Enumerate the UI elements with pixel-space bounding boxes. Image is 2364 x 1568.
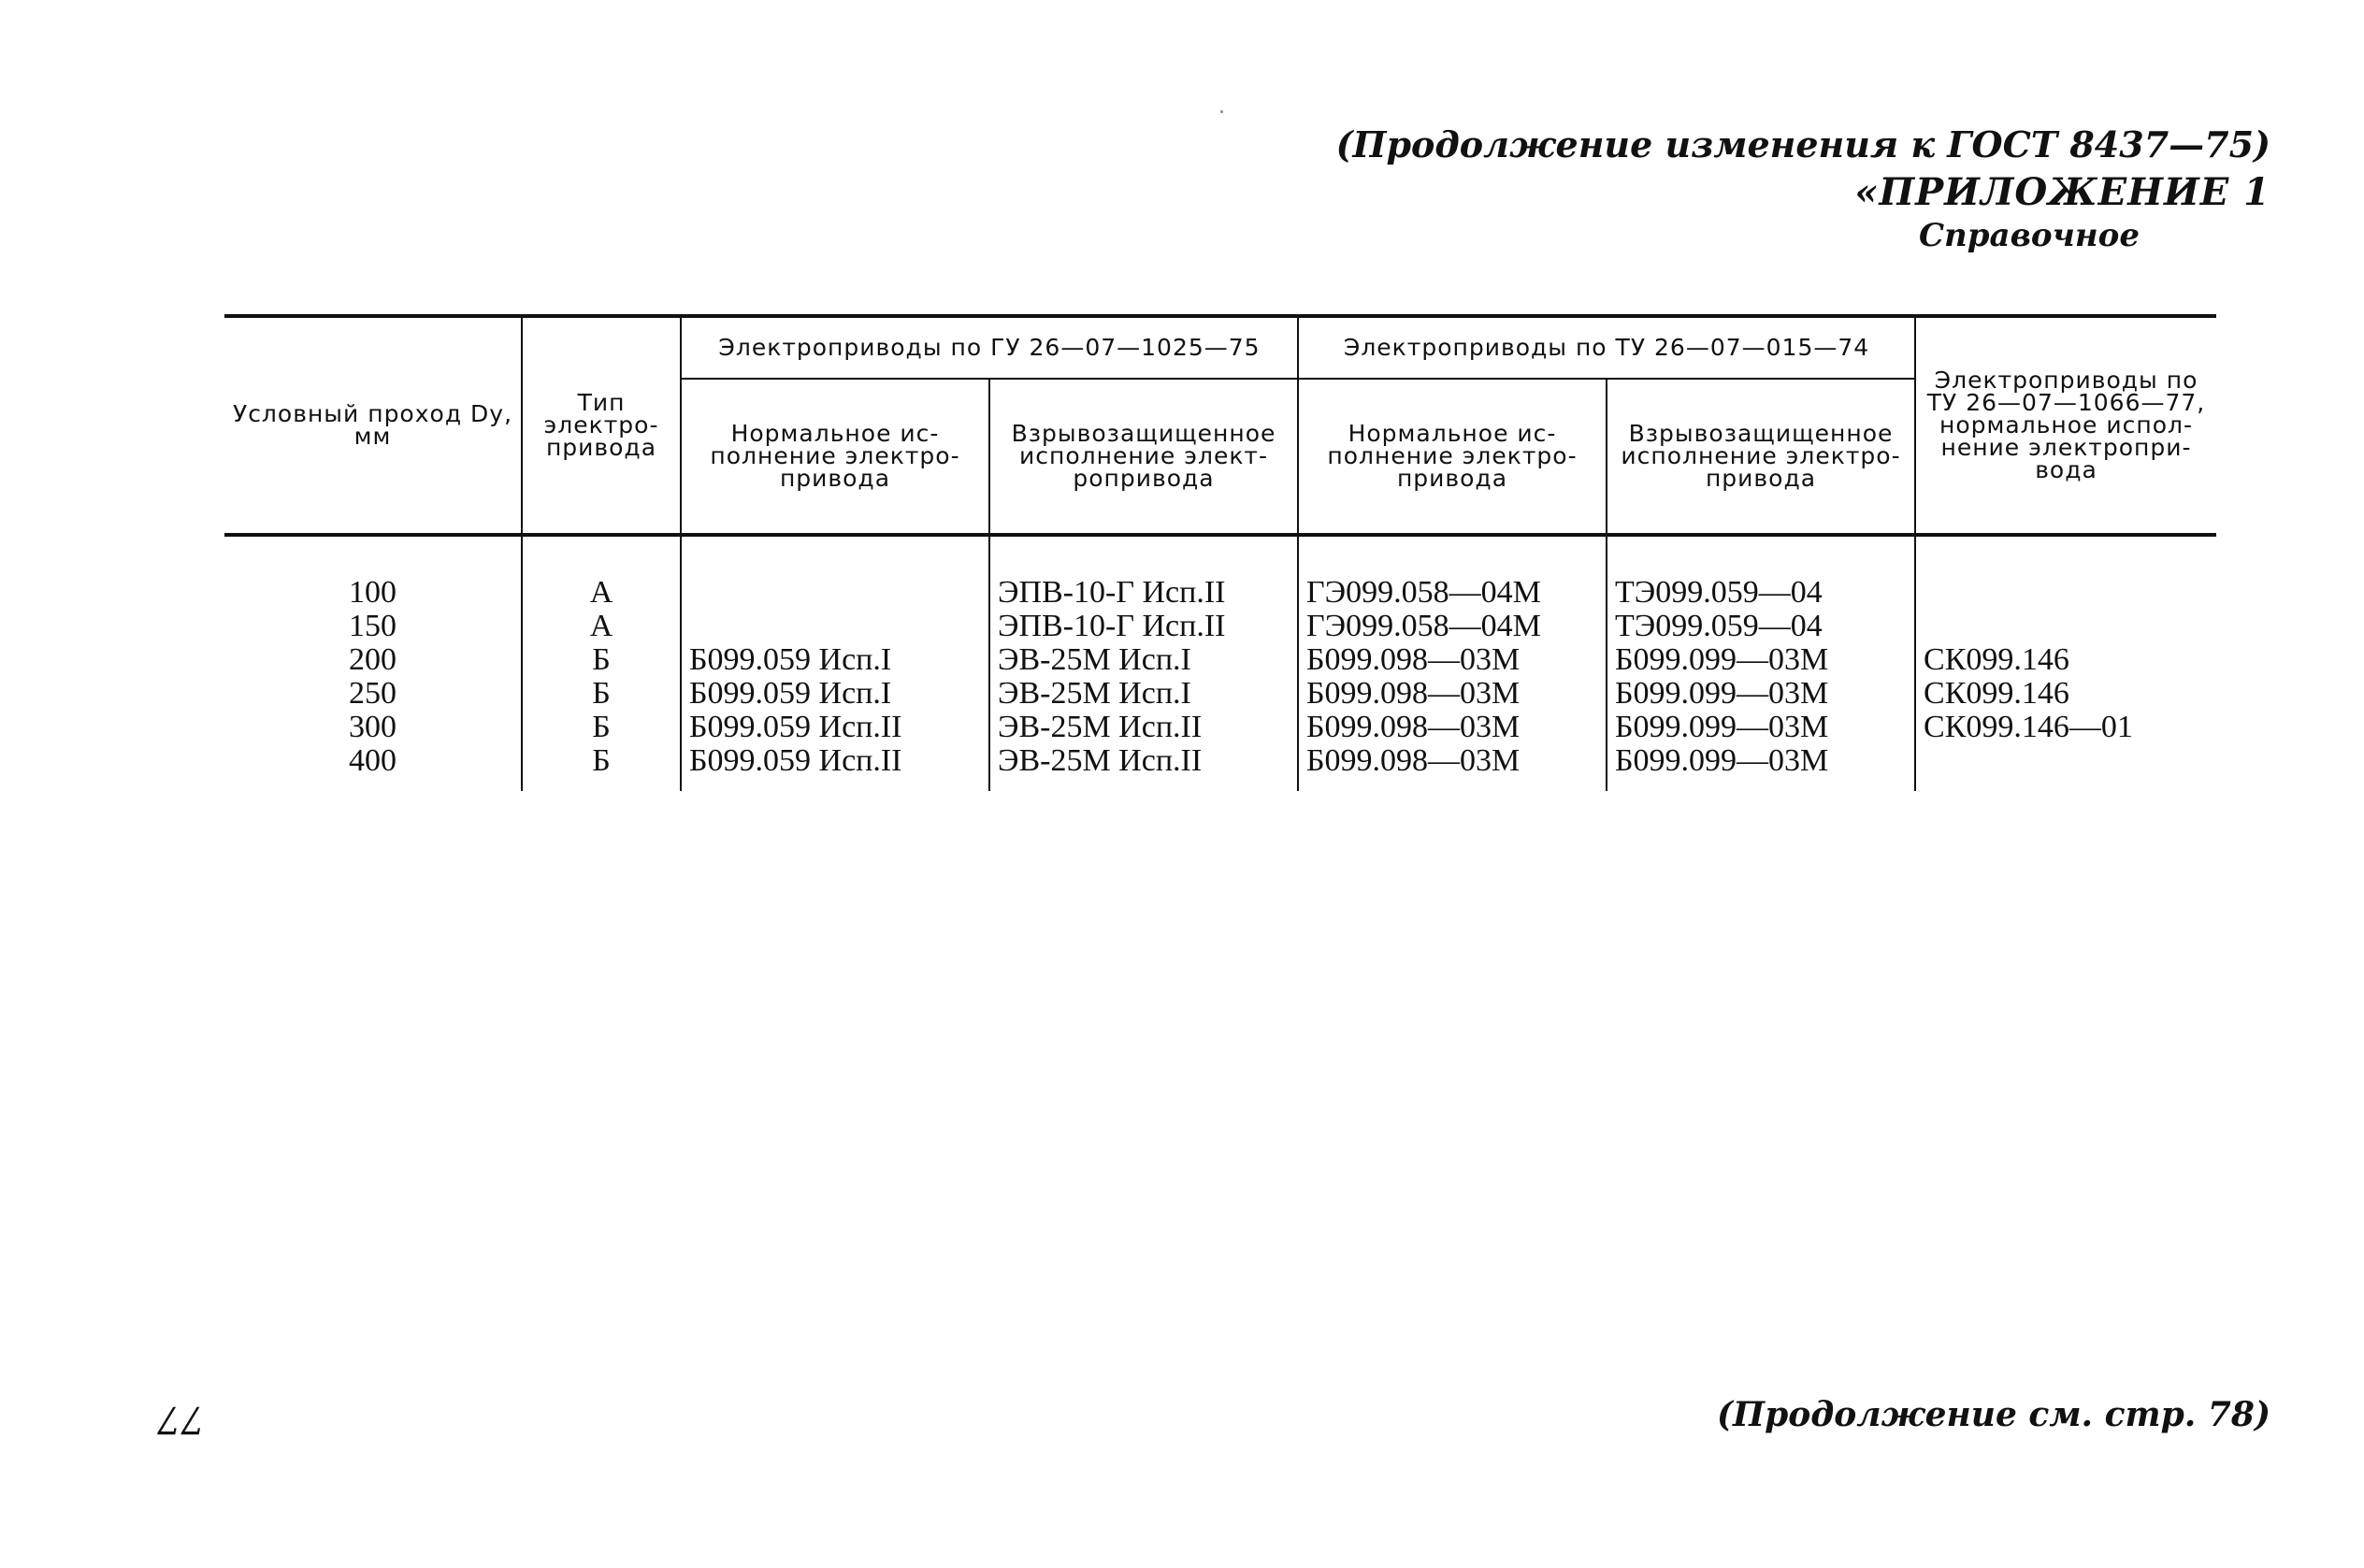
cell-explosion-1: ЭПВ-10-Г Исп.II [989,535,1298,610]
table-row [224,610,2216,643]
header-group-tu-015: Электроприводы по ТУ 26—07—015—74 [1298,316,1915,379]
drive-table [224,314,2216,791]
cell-type: Б [522,744,681,791]
cell-bore: 100 [349,575,396,610]
cell-normal-2: ГЭ099.058—04М [1298,535,1607,610]
cell-normal-3 [1915,610,2216,643]
cell-type: А [522,610,681,643]
cell-bore: 400 [349,743,396,778]
cell-explosion-2: ТЭ099.059—04 [1607,610,1915,643]
cell-explosion-2: Б099.099—03М [1607,643,1915,677]
drive-table-container [224,314,2216,791]
cell-normal-2: Б099.098—03М [1298,677,1607,711]
cell-normal-1 [681,610,989,643]
cell-explosion-1: ЭВ-25М Исп.II [989,744,1298,791]
cell-bore: 200 [349,642,396,677]
header-explosion-proof-2: Взрывозащищенное исполнение электро-привода [1607,379,1915,535]
cell-type: Б [522,677,681,711]
cell-normal-1: Б099.059 Исп.II [681,744,989,791]
header-normal-2: Нормальное ис-полнение электро-привода [1298,379,1607,535]
cell-explosion-1: ЭВ-25М Исп.I [989,677,1298,711]
table-row [224,643,2216,677]
cell-type: А [522,535,681,610]
cell-bore: 300 [349,710,396,744]
scan-speck [1220,110,1223,113]
cell-normal-1: Б099.059 Исп.I [681,643,989,677]
cell-normal-2: Б099.098—03М [1298,711,1607,744]
cell-explosion-2: Б099.099—03М [1607,711,1915,744]
table-row [224,535,2216,610]
table-header [224,316,2216,535]
appendix-subtitle: Справочное [1919,217,2140,254]
table-row [224,677,2216,711]
table-row [224,711,2216,744]
cell-explosion-1: ЭПВ-10-Г Исп.II [989,610,1298,643]
header-nominal-bore: Условный проход Dу, мм [232,400,513,450]
cell-bore: 250 [349,676,396,711]
cell-explosion-1: ЭВ-25М Исп.I [989,643,1298,677]
header-normal-1: Нормальное ис-полнение электро-привода [681,379,989,535]
appendix-title: «ПРИЛОЖЕНИЕ 1 [1854,170,2270,214]
cell-type: Б [522,643,681,677]
cell-normal-3 [1915,744,2216,791]
cell-normal-3: СК099.146 [1915,677,2216,711]
cell-normal-3 [1915,535,2216,610]
page-number: 77 [157,1398,205,1441]
table-body [224,535,2216,791]
header-group-gu-1025: Электроприводы по ГУ 26—07—1025—75 [681,316,1298,379]
cell-explosion-2: Б099.099—03М [1607,744,1915,791]
cell-type: Б [522,711,681,744]
continuation-header: (Продолжение изменения к ГОСТ 8437—75) [1335,123,2270,165]
cell-normal-1 [681,535,989,610]
cell-explosion-2: ТЭ099.059—04 [1607,535,1915,610]
cell-normal-1: Б099.059 Исп.II [681,711,989,744]
cell-normal-3: СК099.146 [1915,643,2216,677]
header-explosion-proof-1: Взрывозащищенное исполнение элект-ропривода [989,379,1298,535]
cell-explosion-1: ЭВ-25М Исп.II [989,711,1298,744]
cell-normal-2: Б099.098—03М [1298,744,1607,791]
cell-bore: 150 [349,609,396,643]
header-drive-type: Тип электро-привода [522,316,681,535]
header-group-tu-1066: Электроприводы по ТУ 26—07—1066—77, нормальное испол-нение электропри-вода [1915,316,2216,535]
continuation-footer: (Продолжение см. стр. 78) [1717,1395,2270,1434]
cell-explosion-2: Б099.099—03М [1607,677,1915,711]
cell-normal-2: Б099.098—03М [1298,643,1607,677]
table-row [224,744,2216,791]
cell-normal-2: ГЭ099.058—04М [1298,610,1607,643]
cell-normal-1: Б099.059 Исп.I [681,677,989,711]
cell-normal-3: СК099.146—01 [1915,711,2216,744]
